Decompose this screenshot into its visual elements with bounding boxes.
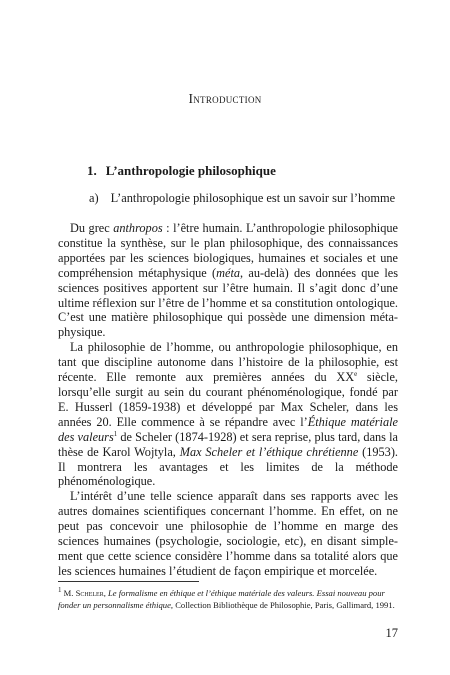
footnote-publication: , Collection Bibliothèque de Philosophie, Paris, Gallimard, 1991. bbox=[170, 600, 395, 610]
book-title: Max Scheler et l’éthique chrétienne bbox=[179, 444, 359, 459]
subsection-heading bbox=[89, 191, 395, 206]
greek-prefix: méta bbox=[216, 265, 241, 280]
body-text bbox=[58, 221, 398, 579]
book-title: Éthique matériale des valeurs bbox=[58, 414, 398, 444]
paragraph: Du grec anthropos : l’être humain. L’anthropologie philosophique constitue la synthèse, sur le plan philosophique, des connaissances apportées par les sciences biologiques, humaines et sociales et une compréhension métaphysique (méta, au-delà) des données que les sciences positives apportent sur l’être humain. Il s’agit donc d’une ultime réflexion sur l’être de l’homme et sa constitution ontologique. C’est une matière philosophique qui possède une dimension méta-physique. bbox=[58, 221, 398, 340]
chapter-title: Introduction bbox=[188, 91, 262, 106]
subsection-letter: a) bbox=[89, 191, 99, 205]
footnote-reference[interactable]: 1 bbox=[113, 429, 118, 438]
paragraph: L’intérêt d’une telle science apparaît dans ses rapports avec les autres domaines scientifiques concernant l’homme. En effet, on ne peut pas concevoir une philosophie de l’homme en marge des sciences humaines (psychologie, sociologie, etc), en disant simple-ment que cette science considère l’homme dans sa totalité alors que les sciences humaines l’étudient de façon empirique et morcelée. bbox=[58, 489, 398, 578]
section-title: L’anthropologie philosophique bbox=[105, 163, 276, 178]
page-number: 17 bbox=[385, 626, 398, 640]
footnote-divider bbox=[58, 581, 199, 582]
subsection-title: L’anthropologie philosophique est un savoir sur l’homme bbox=[110, 191, 396, 205]
section-heading bbox=[87, 163, 276, 179]
footnote-mark: 1 bbox=[58, 586, 62, 595]
century-superscript: e bbox=[354, 369, 358, 378]
footnote: $^1$ M. Scheler, Le formalisme en éthique et l’éthique matériale des valeurs. Essai nouveau pour fonder un personnalisme éthique, Collection Bibliothèque de Philosophie, Paris, Gallimard, 1991. bbox=[58, 586, 395, 610]
footnote-title: Le formalisme en éthique et l’éthique matériale des valeurs. Essai nouveau pour fonder un personnalisme éthique bbox=[58, 588, 385, 610]
footnote-author: M. Scheler bbox=[63, 588, 104, 598]
section-number: 1. bbox=[87, 163, 97, 178]
paragraph: La philosophie de l’homme, ou anthropologie philosophique, en tant que discipline autonome dans l’histoire de la philosophie, est récente. Elle remonte aux premières années du XXe siècle, lorsqu’elle surgit au sein du courant phénoménologique, fondé par E. Husserl (1859-1938) et développé par Max Scheler, dans les années 20. Elle commence à se répandre avec l’Éthique matériale des valeurs$^1$ de Scheler (1874-1928) et sera reprise, plus tard, dans la thèse de Karol Wojtyla, Max Scheler et l’éthique chrétienne (1953). Il montrera les avantages et les limites de la méthode phénoménologique. bbox=[58, 340, 398, 489]
greek-term: anthropos bbox=[113, 221, 163, 235]
